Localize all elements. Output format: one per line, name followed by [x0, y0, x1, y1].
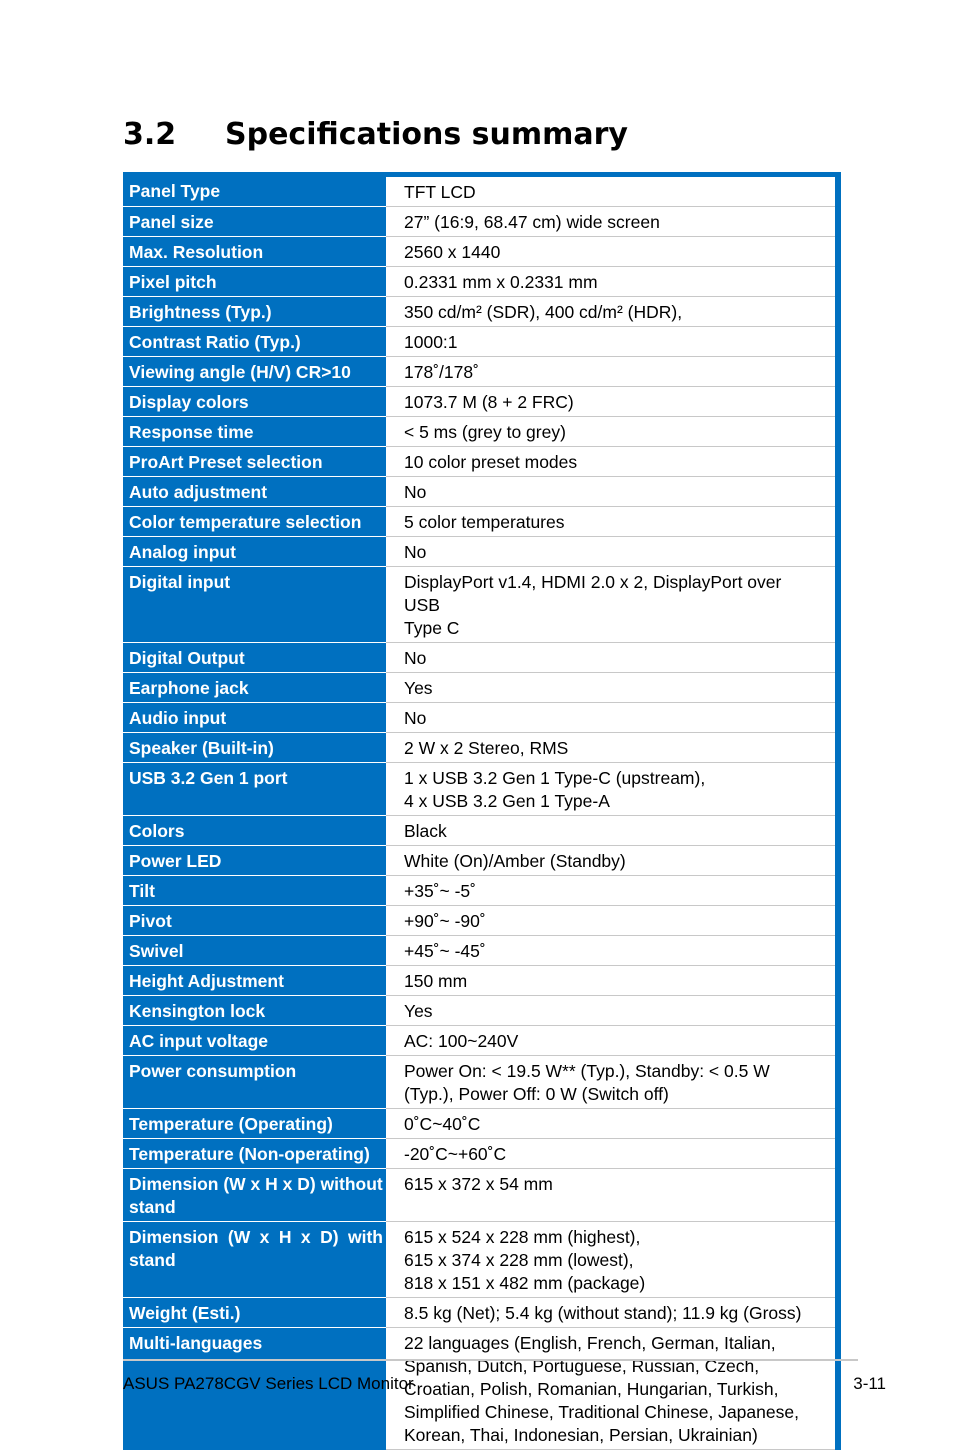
spec-row [123, 1169, 838, 1222]
spec-label: Height Adjustment [123, 966, 386, 996]
spec-row [123, 816, 838, 846]
spec-value [386, 936, 838, 966]
spec-value [386, 876, 838, 906]
spec-value [386, 643, 838, 673]
spec-label: Auto adjustment [123, 477, 386, 507]
spec-value [386, 297, 838, 327]
spec-row [123, 673, 838, 703]
spec-row [123, 876, 838, 906]
spec-row [123, 477, 838, 507]
spec-value [386, 1169, 838, 1222]
spec-value-line: Yes [404, 678, 433, 698]
spec-row [123, 643, 838, 673]
spec-value-line: 0˚C~40˚C [404, 1114, 481, 1134]
spec-label: Earphone jack [123, 673, 386, 703]
spec-label: Analog input [123, 537, 386, 567]
spec-label: Audio input [123, 703, 386, 733]
spec-row [123, 357, 838, 387]
spec-row [123, 387, 838, 417]
spec-value-line: No [404, 482, 427, 502]
spec-row [123, 267, 838, 297]
spec-value-line: 615 x 374 x 228 mm (lowest), [404, 1250, 634, 1270]
spec-label: Temperature (Operating) [123, 1109, 386, 1139]
spec-value-line: No [404, 542, 427, 562]
spec-value [386, 507, 838, 537]
spec-label: Power LED [123, 846, 386, 876]
spec-row [123, 327, 838, 357]
spec-label: Pixel pitch [123, 267, 386, 297]
spec-value [386, 1026, 838, 1056]
spec-value [386, 1109, 838, 1139]
spec-row [123, 703, 838, 733]
spec-value-line: 615 x 524 x 228 mm (highest), [404, 1227, 641, 1247]
spec-label: USB 3.2 Gen 1 port [123, 763, 386, 816]
spec-value [386, 175, 838, 207]
spec-row [123, 417, 838, 447]
spec-label: Digital input [123, 567, 386, 643]
spec-value-line: Type C [404, 618, 460, 638]
spec-row [123, 207, 838, 237]
spec-row [123, 297, 838, 327]
spec-value [386, 327, 838, 357]
spec-row [123, 507, 838, 537]
spec-row [123, 537, 838, 567]
spec-value-line: Black [404, 821, 447, 841]
spec-row [123, 906, 838, 936]
spec-label: Tilt [123, 876, 386, 906]
spec-value [386, 567, 838, 643]
spec-row [123, 733, 838, 763]
spec-row [123, 447, 838, 477]
spec-value-line: < 5 ms (grey to grey) [404, 422, 566, 442]
spec-value-line: 8.5 kg (Net); 5.4 kg (without stand); 11.9 kg (Gross) [404, 1303, 802, 1323]
section-title: Specifications summary [225, 117, 628, 152]
spec-label: Dimension (W x H x D) without stand [123, 1169, 386, 1222]
footer-page-number: 3-11 [853, 1374, 886, 1393]
spec-value-line: 178˚/178˚ [404, 362, 479, 382]
specifications-table-body [123, 175, 838, 1450]
spec-value [386, 1298, 838, 1328]
spec-row [123, 996, 838, 1026]
spec-value-line: 1 x USB 3.2 Gen 1 Type-C (upstream), [404, 768, 706, 788]
spec-value-line: DisplayPort v1.4, HDMI 2.0 x 2, DisplayPort over USB [404, 572, 782, 615]
spec-label: Contrast Ratio (Typ.) [123, 327, 386, 357]
footer-divider [123, 1359, 858, 1361]
spec-row [123, 237, 838, 267]
spec-label: Dimension (W x H x D) with stand [123, 1222, 386, 1298]
spec-row [123, 1298, 838, 1328]
spec-value-line: -20˚C~+60˚C [404, 1144, 507, 1164]
spec-value [386, 387, 838, 417]
spec-label: Response time [123, 417, 386, 447]
spec-value-line: 350 cd/m² (SDR), 400 cd/m² (HDR), [404, 302, 683, 322]
spec-value-line: +45˚~ -45˚ [404, 941, 486, 961]
spec-value-line: +90˚~ -90˚ [404, 911, 486, 931]
section-number: 3.2 [123, 117, 177, 152]
spec-value [386, 763, 838, 816]
spec-value [386, 703, 838, 733]
spec-value [386, 1328, 838, 1450]
spec-value-line: +35˚~ -5˚ [404, 881, 476, 901]
spec-value-line: Spanish, Dutch, Portuguese, Russian, Czech, [404, 1356, 760, 1376]
spec-label: Color temperature selection [123, 507, 386, 537]
spec-value-line: 2 W x 2 Stereo, RMS [404, 738, 569, 758]
spec-value [386, 207, 838, 237]
spec-value-line: 1000:1 [404, 332, 458, 352]
spec-value [386, 417, 838, 447]
spec-value-line: (Typ.), Power Off: 0 W (Switch off) [404, 1084, 669, 1104]
spec-value [386, 846, 838, 876]
spec-label: Display colors [123, 387, 386, 417]
spec-row [123, 1139, 838, 1169]
spec-row [123, 846, 838, 876]
spec-label: AC input voltage [123, 1026, 386, 1056]
spec-value [386, 1222, 838, 1298]
spec-value [386, 966, 838, 996]
spec-value [386, 733, 838, 763]
spec-value [386, 267, 838, 297]
spec-value-line: Yes [404, 1001, 433, 1021]
spec-label: Speaker (Built-in) [123, 733, 386, 763]
spec-value-line: 5 color temperatures [404, 512, 565, 532]
spec-label: Pivot [123, 906, 386, 936]
spec-value-line: Power On: < 19.5 W** (Typ.), Standby: < 0.5 W [404, 1061, 770, 1081]
spec-value-line: TFT LCD [404, 182, 476, 202]
spec-value [386, 447, 838, 477]
spec-label: ProArt Preset selection [123, 447, 386, 477]
spec-label: Max. Resolution [123, 237, 386, 267]
spec-value [386, 477, 838, 507]
spec-row [123, 1056, 838, 1109]
spec-label: Weight (Esti.) [123, 1298, 386, 1328]
spec-value [386, 237, 838, 267]
spec-value-line: Korean, Thai, Indonesian, Persian, Ukrainian) [404, 1425, 758, 1445]
section-heading [123, 112, 628, 158]
spec-row [123, 966, 838, 996]
spec-value-line: 818 x 151 x 482 mm (package) [404, 1273, 646, 1293]
spec-row [123, 1026, 838, 1056]
spec-row [123, 567, 838, 643]
spec-row [123, 936, 838, 966]
spec-value-line: 4 x USB 3.2 Gen 1 Type-A [404, 791, 610, 811]
spec-value-line: 10 color preset modes [404, 452, 578, 472]
spec-value-line: 615 x 372 x 54 mm [404, 1174, 553, 1194]
spec-value-line: No [404, 648, 427, 668]
spec-value-line: Simplified Chinese, Traditional Chinese, Japanese, [404, 1402, 799, 1422]
spec-value-line: White (On)/Amber (Standby) [404, 851, 626, 871]
spec-value [386, 906, 838, 936]
spec-value [386, 996, 838, 1026]
spec-label: Colors [123, 816, 386, 846]
spec-value [386, 816, 838, 846]
spec-row [123, 175, 838, 207]
spec-label: Multi-languages [123, 1328, 386, 1450]
spec-value [386, 1139, 838, 1169]
spec-row [123, 763, 838, 816]
spec-value-line: 0.2331 mm x 0.2331 mm [404, 272, 598, 292]
spec-label: Power consumption [123, 1056, 386, 1109]
spec-label: Panel Type [123, 175, 386, 207]
spec-row [123, 1222, 838, 1298]
spec-label: Temperature (Non-operating) [123, 1139, 386, 1169]
spec-value-line: 27” (16:9, 68.47 cm) wide screen [404, 212, 660, 232]
spec-value-line: No [404, 708, 427, 728]
spec-value [386, 1056, 838, 1109]
spec-value [386, 357, 838, 387]
spec-value-line: 22 languages (English, French, German, Italian, [404, 1333, 776, 1353]
footer-product-name: ASUS PA278CGV Series LCD Monitor [123, 1374, 414, 1393]
spec-label: Digital Output [123, 643, 386, 673]
spec-label: Brightness (Typ.) [123, 297, 386, 327]
spec-label: Viewing angle (H/V) CR>10 [123, 357, 386, 387]
spec-row [123, 1109, 838, 1139]
spec-value-line: 1073.7 M (8 + 2 FRC) [404, 392, 574, 412]
spec-label: Panel size [123, 207, 386, 237]
specifications-table [123, 172, 841, 1450]
spec-value-line: Croatian, Polish, Romanian, Hungarian, Turkish, [404, 1379, 779, 1399]
spec-value-line: 150 mm [404, 971, 468, 991]
spec-value-line: AC: 100~240V [404, 1031, 519, 1051]
spec-label: Swivel [123, 936, 386, 966]
spec-value [386, 537, 838, 567]
spec-label: Kensington lock [123, 996, 386, 1026]
spec-value-line: 2560 x 1440 [404, 242, 501, 262]
spec-value [386, 673, 838, 703]
